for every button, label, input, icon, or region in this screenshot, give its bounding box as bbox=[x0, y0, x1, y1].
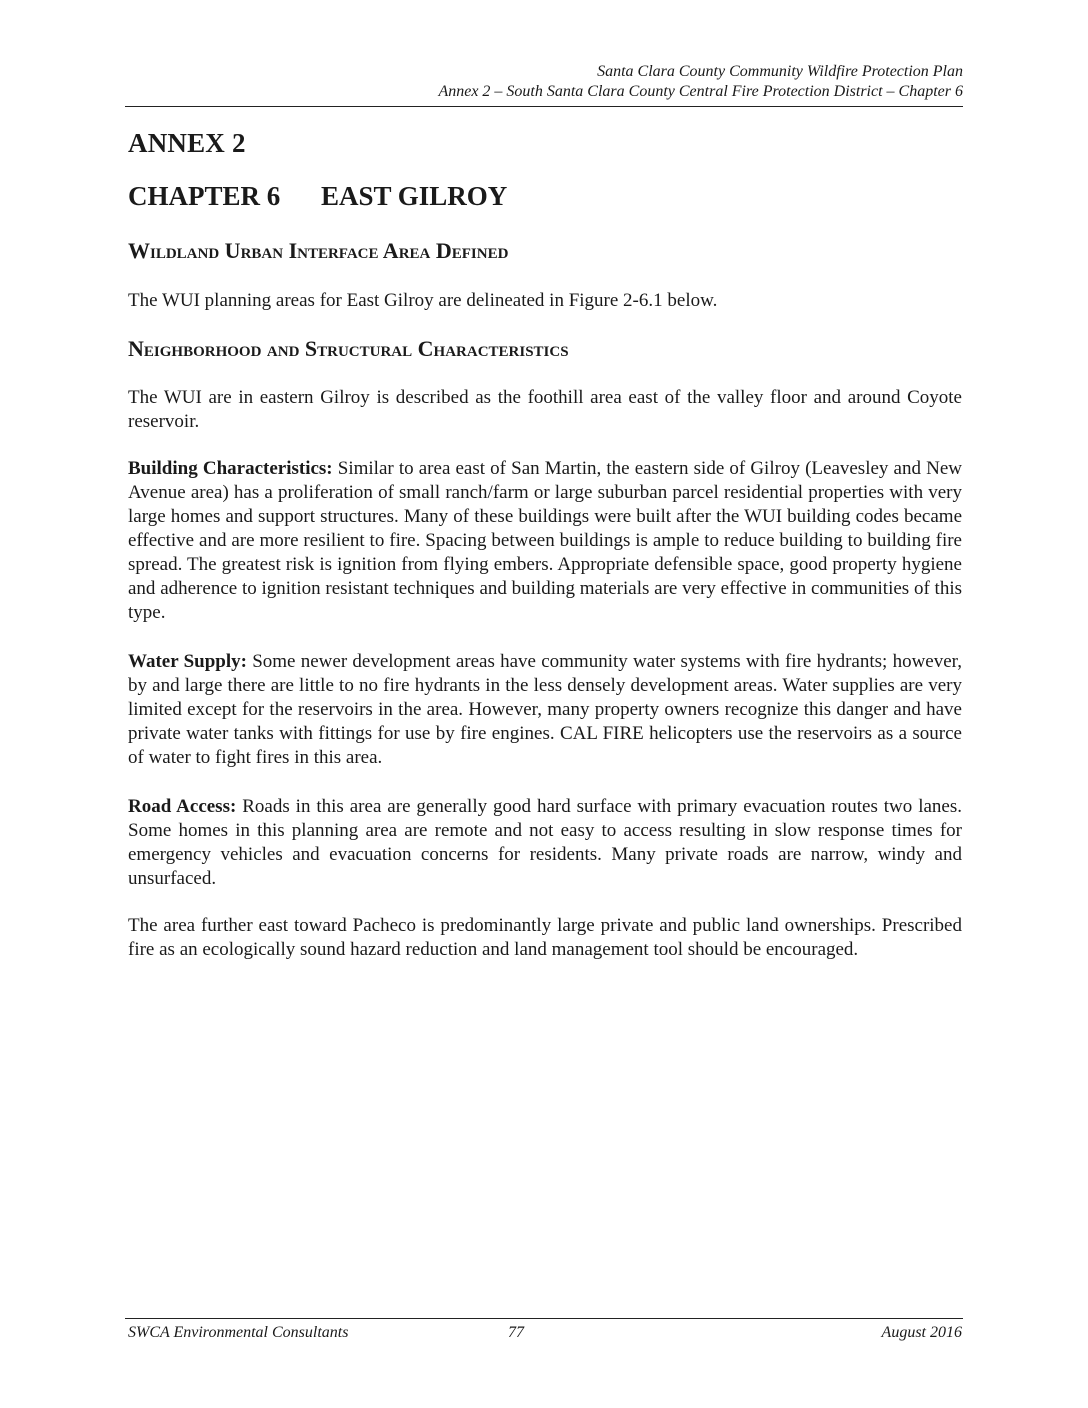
water-text: Some newer development areas have community water systems with fire hydrants; however, by and large there are little to no fire hydrants in the less densely development areas. Water supplies are very limited except for the reservoirs in the area. However, many property owners recognize this danger and have private water tanks with fittings for use by fire engines. CAL FIRE helicopters use the reservoirs as a source of water to fight fires in this area. bbox=[128, 651, 962, 768]
road-label: Road Access: bbox=[128, 796, 237, 817]
annex-title: ANNEX 2 bbox=[128, 128, 246, 158]
building-text: Similar to area east of San Martin, the eastern side of Gilroy (Leavesley and New Avenue area) has a proliferation of small ranch/farm or large suburban parcel residential properties with very large homes and support structures. Many of these buildings were built after the WUI building codes became effective and are more resilient to fire. Spacing between buildings is ample to reduce building to building fire spread. The greatest risk is ignition from flying embers. Appropriate defensible space, good property hygiene and adherence to ignition resistant techniques and building materials are very effective in communities of this type. bbox=[128, 458, 962, 623]
intro-paragraph: The WUI are in eastern Gilroy is described as the foothill area east of the valley floor and around Coyote reservoir. bbox=[128, 387, 962, 432]
building-label: Building Characteristics: bbox=[128, 458, 333, 479]
footer-divider bbox=[125, 1318, 963, 1319]
wui-paragraph: The WUI planning areas for East Gilroy are delineated in Figure 2-6.1 below. bbox=[128, 290, 718, 311]
header-divider bbox=[125, 106, 963, 107]
water-paragraph bbox=[128, 650, 962, 770]
page-number: 77 bbox=[508, 1324, 524, 1341]
footer-publisher: SWCA Environmental Consultants bbox=[128, 1324, 349, 1341]
chapter-heading bbox=[128, 181, 507, 212]
road-paragraph bbox=[128, 795, 962, 891]
header-plan-title: Santa Clara County Community Wildfire Protection Plan bbox=[597, 63, 963, 80]
building-paragraph bbox=[128, 457, 962, 625]
chapter-title: EAST GILROY bbox=[321, 181, 508, 211]
road-text: Roads in this area are generally good hard surface with primary evacuation routes two lanes. Some homes in this planning area are remote and not easy to access resulting in slow response times for emergency vehicles and evacuation concerns for residents. Many private roads are narrow, windy and unsurfaced. bbox=[128, 796, 962, 889]
neighborhood-section-heading: Neighborhood and Structural Characteristics bbox=[128, 336, 569, 361]
header-annex-line: Annex 2 – South Santa Clara County Central Fire Protection District – Chapter 6 bbox=[438, 83, 963, 100]
running-header bbox=[125, 62, 963, 102]
water-label: Water Supply: bbox=[128, 651, 247, 672]
chapter-number: CHAPTER 6 bbox=[128, 181, 281, 211]
wui-section-heading: Wildland Urban Interface Area Defined bbox=[128, 238, 509, 263]
footer-date: August 2016 bbox=[881, 1324, 962, 1341]
closing-paragraph: The area further east toward Pacheco is predominantly large private and public land ownerships. Prescribed fire as an ecologically sound hazard reduction and land management tool should be encouraged. bbox=[128, 915, 962, 960]
